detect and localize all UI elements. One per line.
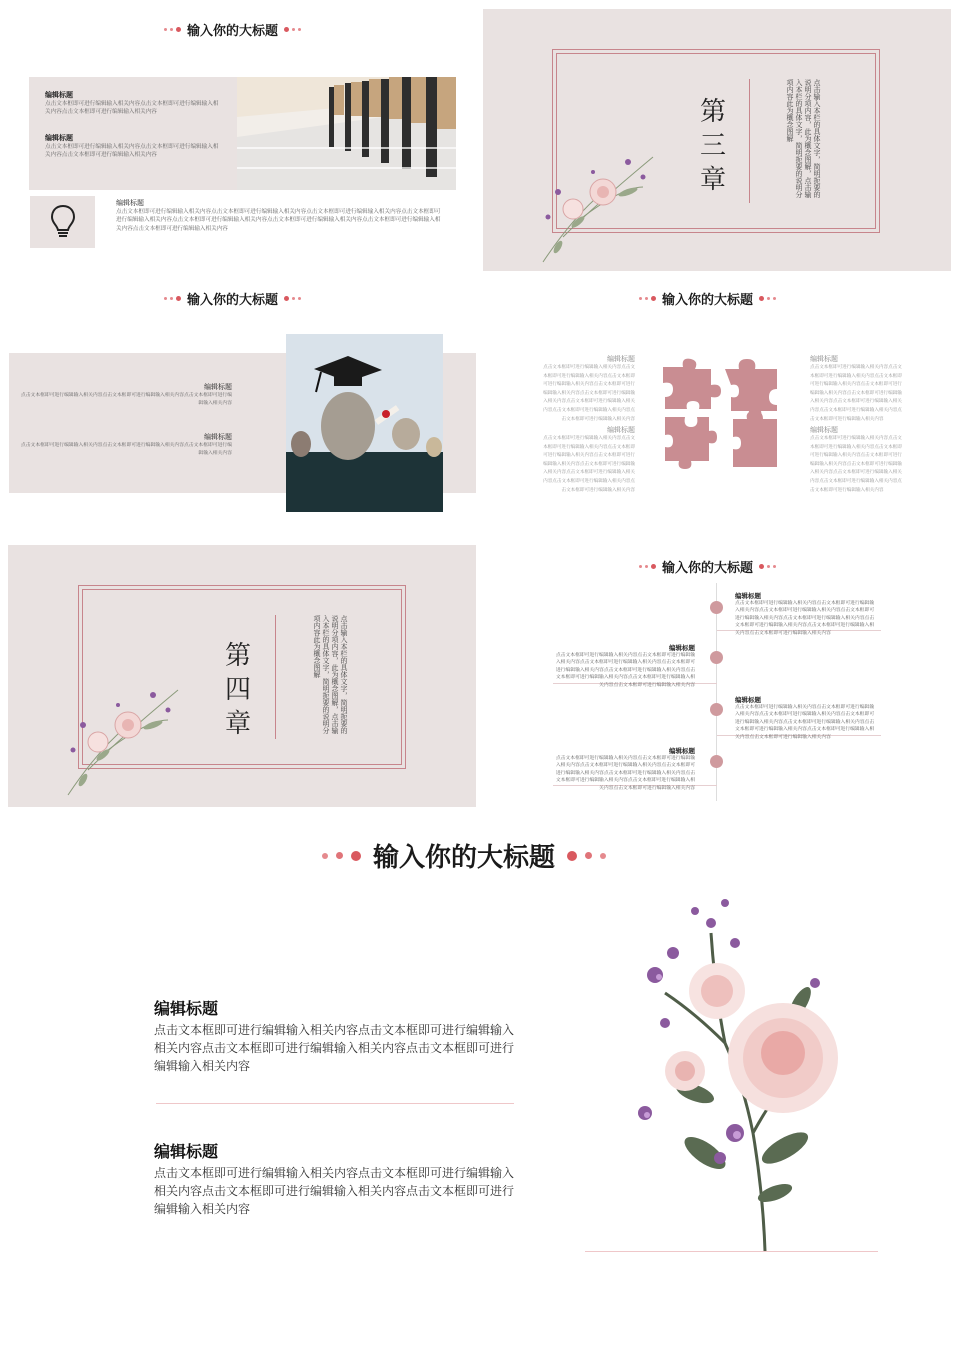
icon-box: [30, 196, 95, 248]
title-dot: [645, 297, 648, 300]
title-dot: [767, 565, 770, 568]
content-item[interactable]: [154, 996, 514, 1075]
title-dot: [767, 297, 770, 300]
chapter-divider: [749, 79, 750, 203]
slide-title[interactable]: 输入你的大标题: [662, 561, 754, 576]
text-block[interactable]: [810, 354, 904, 422]
block-body: 点击文本框即可进行编辑输入相关内容点击文本框即可进行编辑输入相关内容点击文本框即可进行编辑输入相关内容: [45, 101, 219, 116]
title-dot: [292, 297, 295, 300]
block-body: 点击文本框即可进行编辑输入相关内容点击文本框即可进行编辑输入相关内容点击文本框即可进行编辑输入相关内容点击文本框即可进行编辑输入相关内容点击文本框即可进行编辑输入相关内容点击文本框即可进行编辑输入相关内容点击文本框即可进行编辑输入相关内容点击文本框即可进行编辑输入相关内容: [810, 365, 902, 422]
chapter-description[interactable]: 点击输入本栏的具体文字，简明扼要的说明分项内容，此为概念图解，点击输入本栏的具体文字，简明扼要的说明分项内容此为概念图解: [313, 615, 348, 734]
timeline-node[interactable]: [710, 601, 723, 614]
slide-4: [483, 279, 951, 519]
flower-illustration: [58, 680, 198, 800]
chapter-label[interactable]: [699, 95, 727, 197]
flower-illustration: [533, 147, 673, 267]
chapter-description[interactable]: 点击输入本栏的具体文字，简明扼要的说明分项内容，此为概念图解，点击输入本栏的具体文字，简明扼要的说明分项内容此为概念图解: [786, 79, 821, 198]
chapter-char: 章: [224, 709, 251, 739]
title-dot: [176, 296, 181, 301]
block-heading: 编辑标题: [45, 134, 73, 142]
timeline-item[interactable]: [555, 643, 695, 688]
title-dot: [773, 565, 776, 568]
timeline-node[interactable]: [710, 651, 723, 664]
timeline-node[interactable]: [710, 703, 723, 716]
item-body: 点击文本框即可进行编辑输入相关内容点击文本框即可进行编辑输入相关内容点击文本框即可进行编辑输入相关内容点击文本框即可进行编辑输入相关内容点击文本框即可进行编辑输入相关内容点击文本框即可进行编辑输入相关内容点击文本框即可进行编辑输入相关内容点击文本框即可进行编辑输入相关内容: [735, 705, 875, 740]
chapter-char: 三: [699, 131, 726, 161]
chapter-label[interactable]: [224, 639, 252, 741]
block-body: 点击文本框即可进行编辑输入相关内容点击文本框即可进行编辑输入相关内容点击文本框即可进行编辑输入相关内容点击文本框即可进行编辑输入相关内容点击文本框即可进行编辑输入相关内容点击文本框即可进行编辑输入相关内容点击文本框即可进行编辑输入相关内容点击文本框即可进行编辑输入相关内容: [810, 436, 902, 493]
auditorium-chairs-photo: [237, 77, 456, 190]
block-body: 点击文本框即可进行编辑输入相关内容点击文本框即可进行编辑输入相关内容点击文本框即可进行编辑输入相关内容: [20, 393, 232, 406]
title-dot: [322, 853, 328, 859]
title-dot: [645, 565, 648, 568]
chapter-char: 四: [224, 675, 251, 705]
title-dot: [759, 296, 764, 301]
item-body: 点击文本框即可进行编辑输入相关内容点击文本框即可进行编辑输入相关内容点击文本框即可进行编辑输入相关内容点击文本框即可进行编辑输入相关内容: [154, 1023, 515, 1073]
timeline-axis: [716, 583, 717, 801]
text-block[interactable]: [45, 90, 221, 117]
title-dot: [585, 852, 592, 859]
title-dot: [639, 297, 642, 300]
slide-title[interactable]: 输入你的大标题: [187, 24, 279, 39]
timeline-item[interactable]: [735, 695, 875, 740]
slide-title-row: [639, 557, 776, 576]
title-dot: [170, 28, 173, 31]
block-body: 点击文本框即可进行编辑输入相关内容点击文本框即可进行编辑输入相关内容点击文本框即可进行编辑输入相关内容点击文本框即可进行编辑输入相关内容点击文本框即可进行编辑输入相关内容点击文本框即可进行编辑输入相关内容点击文本框即可进行编辑输入相关内容点击文本框即可进行编辑输入相关内容: [543, 365, 635, 422]
slide-title-row: [322, 837, 606, 874]
block-heading: 编辑标题: [607, 355, 635, 363]
block-heading: 编辑标题: [45, 91, 73, 99]
title-dot: [651, 296, 656, 301]
item-body: 点击文本框即可进行编辑输入相关内容点击文本框即可进行编辑输入相关内容点击文本框即可进行编辑输入相关内容点击文本框即可进行编辑输入相关内容: [154, 1166, 515, 1216]
block-heading: 编辑标题: [810, 355, 838, 363]
title-dot: [567, 851, 577, 861]
slide-3: [8, 279, 476, 519]
title-dot: [176, 27, 181, 32]
flower-illustration: [625, 893, 865, 1253]
chapter-char: 第: [699, 97, 726, 127]
content-item[interactable]: [154, 1139, 514, 1218]
chapter-divider: [275, 615, 276, 739]
block-heading: 编辑标题: [607, 426, 635, 434]
large-slide: [0, 815, 960, 1352]
block-heading: 编辑标题: [204, 433, 232, 441]
text-block[interactable]: [20, 382, 232, 408]
slide-title[interactable]: 输入你的大标题: [662, 293, 754, 308]
title-dot: [773, 297, 776, 300]
timeline-node[interactable]: [710, 755, 723, 768]
block-heading: 编辑标题: [204, 383, 232, 391]
title-dot: [298, 297, 301, 300]
slide-title-row: [164, 289, 301, 308]
divider-line: [156, 1103, 514, 1104]
title-dot: [651, 564, 656, 569]
timeline-item[interactable]: [735, 591, 875, 636]
chapter-3-slide: [483, 9, 951, 271]
slide-title-row: [639, 289, 776, 308]
title-dot: [336, 852, 343, 859]
text-block[interactable]: [810, 425, 904, 493]
title-dot: [298, 28, 301, 31]
block-body: 点击文本框即可进行编辑输入相关内容点击文本框即可进行编辑输入相关内容点击文本框即可进行编辑输入相关内容: [20, 443, 232, 456]
title-dot: [284, 296, 289, 301]
title-dot: [164, 297, 167, 300]
slide-title[interactable]: 输入你的大标题: [187, 293, 279, 308]
divider-line: [585, 1251, 878, 1252]
slide-title-row: [164, 20, 301, 39]
slide-title[interactable]: 输入你的大标题: [373, 843, 556, 873]
slide-1: [8, 8, 476, 270]
title-dot: [639, 565, 642, 568]
timeline-item[interactable]: [555, 746, 695, 791]
block-heading: 编辑标题: [810, 426, 838, 434]
timeline-slide: [483, 547, 951, 807]
title-dot: [759, 564, 764, 569]
block-body: 点击文本框即可进行编辑输入相关内容点击文本框即可进行编辑输入相关内容点击文本框即可进行编辑输入相关内容点击文本框即可进行编辑输入相关内容点击文本框即可进行编辑输入相关内容点击文本框即可进行编辑输入相关内容点击文本框即可进行编辑输入相关内容点击文本框即可进行编辑输入相关内容: [116, 209, 441, 232]
text-block[interactable]: [20, 432, 232, 458]
item-heading: 编辑标题: [735, 592, 761, 600]
lightbulb-icon: [50, 204, 76, 240]
block-heading: 编辑标题: [116, 199, 144, 207]
item-heading: 编辑标题: [669, 644, 695, 652]
title-dot: [600, 853, 606, 859]
chapter-char: 第: [224, 641, 251, 671]
graduation-cap-photo: [286, 334, 443, 512]
text-block[interactable]: [541, 425, 635, 493]
puzzle-icon: [659, 357, 783, 473]
item-heading: 编辑标题: [154, 1142, 219, 1161]
chapter-char: 章: [699, 165, 726, 195]
item-heading: 编辑标题: [669, 747, 695, 755]
item-body: 点击文本框即可进行编辑输入相关内容点击文本框即可进行编辑输入相关内容点击文本框即可进行编辑输入相关内容点击文本框即可进行编辑输入相关内容点击文本框即可进行编辑输入相关内容点击文本框即可进行编辑输入相关内容点击文本框即可进行编辑输入相关内容点击文本框即可进行编辑输入相关内容: [555, 756, 695, 791]
block-body: 点击文本框即可进行编辑输入相关内容点击文本框即可进行编辑输入相关内容点击文本框即可进行编辑输入相关内容: [45, 144, 219, 159]
title-dot: [170, 297, 173, 300]
item-body: 点击文本框即可进行编辑输入相关内容点击文本框即可进行编辑输入相关内容点击文本框即可进行编辑输入相关内容点击文本框即可进行编辑输入相关内容点击文本框即可进行编辑输入相关内容点击文本框即可进行编辑输入相关内容点击文本框即可进行编辑输入相关内容点击文本框即可进行编辑输入相关内容: [735, 601, 875, 636]
text-block[interactable]: [45, 133, 221, 160]
title-dot: [284, 27, 289, 32]
block-body: 点击文本框即可进行编辑输入相关内容点击文本框即可进行编辑输入相关内容点击文本框即可进行编辑输入相关内容点击文本框即可进行编辑输入相关内容点击文本框即可进行编辑输入相关内容点击文本框即可进行编辑输入相关内容点击文本框即可进行编辑输入相关内容点击文本框即可进行编辑输入相关内容: [543, 436, 635, 493]
title-dot: [292, 28, 295, 31]
text-block[interactable]: [541, 354, 635, 422]
item-heading: 编辑标题: [735, 696, 761, 704]
title-dot: [164, 28, 167, 31]
chapter-4-slide: [8, 545, 476, 807]
item-heading: 编辑标题: [154, 999, 219, 1018]
item-body: 点击文本框即可进行编辑输入相关内容点击文本框即可进行编辑输入相关内容点击文本框即可进行编辑输入相关内容点击文本框即可进行编辑输入相关内容点击文本框即可进行编辑输入相关内容点击文本框即可进行编辑输入相关内容点击文本框即可进行编辑输入相关内容点击文本框即可进行编辑输入相关内容: [555, 653, 695, 688]
text-block[interactable]: [116, 198, 441, 242]
title-dot: [351, 851, 361, 861]
